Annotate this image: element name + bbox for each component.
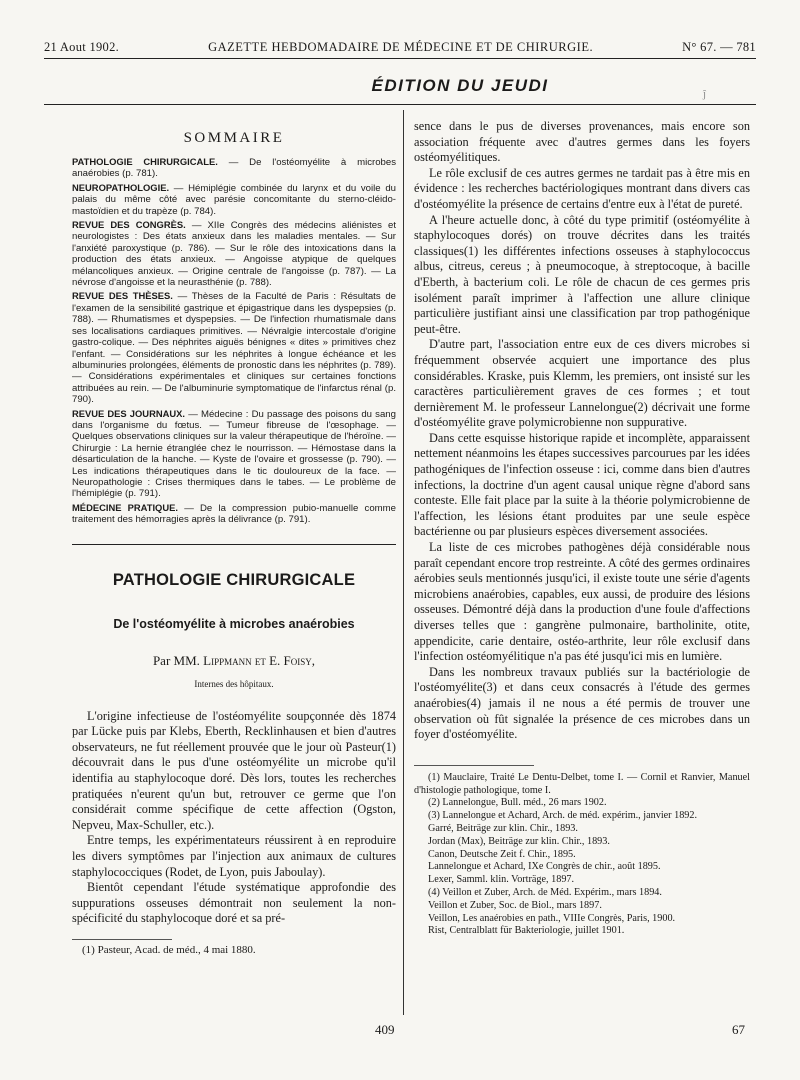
article-title: De l'ostéomyélite à microbes anaérobies — [113, 616, 355, 631]
reference-note: Garré, Beiträge zur klin. Chir., 1893. — [428, 822, 578, 834]
sommaire-heading: NEUROPATHOLOGIE. — [72, 181, 170, 193]
sommaire-heading: REVUE DES JOURNAUX. — [72, 407, 186, 419]
sommaire-entry — [72, 502, 396, 526]
body-paragraph: Dans cette esquisse historique rapide et incomplète, apparaissent nettement néanmoins les étapes successives parcourues par les idées pathogéniques de l'infection osseuse : ici, comme dans bien d'autres infections, la doctrine d'un agent causal unique règne d'abord sans conteste. Elle fait place par la suite à la théorie polymicrobienne de l'affection, les lésions étant produites par une seule espèce bactérienne ou par plusieurs espèces diversement associées. — [414, 430, 750, 539]
sommaire-entry — [72, 156, 396, 180]
sommaire-heading: REVUE DES THÈSES. — [72, 290, 173, 302]
right-column — [414, 119, 750, 938]
sommaire-heading: REVUE DES CONGRÈS. — [72, 219, 186, 231]
notes-rule — [414, 765, 534, 766]
edition-mark: ĵ — [703, 88, 707, 100]
journal-title: GAZETTE HEBDOMADAIRE DE MÉDECINE ET DE CHIRURGIE. — [208, 40, 594, 54]
body-paragraph: Bientôt cependant l'étude systématique approfondie des suppurations osseuses démontrait non seulement la non-spécificité du staphylocoque doré et sa pré- — [72, 880, 396, 926]
reference-note: (2) Lannelongue, Bull. méd., 26 mars 1902. — [428, 797, 607, 809]
sommaire-text: — De la compression pubio-manuelle comme traitement des hémorragies après la délivrance (p. 791). — [72, 502, 396, 526]
edition-rule — [44, 104, 756, 105]
column-divider — [403, 110, 404, 1015]
footnote: (1) Pasteur, Acad. de méd., 4 mai 1880. — [82, 943, 256, 956]
sommaire-entry — [72, 290, 396, 405]
byline — [72, 653, 396, 669]
body-paragraph: L'origine infectieuse de l'ostéomyélite soupçonnée dès 1874 par Lücke puis par Klebs, Eberth, Recklinhausen et bien d'autres observateurs, ne fut réellement prouvée que le jour où Pasteur(1) découvrait dans le pus d'une ostéomyélite un microbe qu'il identifia au staphylocoque doré. Dès lors, toutes les recherches pratiquées n'eurent qu'un but, retrouver ce germe que l'on considérait comme spécifique de cette affection (Ogston, Nepveu, Max-Schuller, etc.). — [72, 708, 396, 832]
reference-note: Canon, Deutsche Zeit f. Chir., 1895. — [428, 848, 576, 860]
sommaire-entry — [72, 182, 396, 217]
body-paragraph: sence dans le pus de diverses provenances, mais encore son association fréquente avec d'autres germes dans les foyers ostéomyélitiques. — [414, 119, 750, 165]
reference-note: Veillon et Zuber, Soc. de Biol., mars 1897. — [428, 899, 602, 911]
body-paragraph: Entre temps, les expérimentateurs réussirent à en reproduire les divers symptômes par l'injection aux animaux de cultures staphylococciques (Rodet, de Lyon, puis Jaboulay). — [72, 833, 396, 879]
footnote-rule — [72, 939, 172, 940]
affiliation: Internes des hôpitaux. — [194, 678, 274, 689]
running-head — [44, 40, 756, 55]
edition-title: ÉDITION DU JEUDI — [371, 76, 549, 95]
issue-number: N° 67. — 781 — [682, 40, 756, 54]
reference-note: (3) Lannelongue et Achard, Arch. de méd. expérim., janvier 1892. — [428, 810, 698, 822]
byline-prefix: Par MM. — [152, 652, 204, 668]
body-paragraph: D'autre part, l'association entre eux de ces divers microbes si fréquemment observée acquiert une importance des plus considérables. Kraske, puis Klemm, les premiers, ont insisté sur les caractères particulièrement graves de ces formes ; et tout dernièrement M. le professeur Lannelongue(2) décrivait une forme d'ostéomyélite grave polymicrobienne non suppurative. — [414, 337, 750, 430]
header-rule — [44, 58, 756, 59]
left-column — [72, 110, 396, 957]
reference-note: Lexer, Samml. klin. Vorträge, 1897. — [428, 874, 575, 886]
reference-note: (1) Mauclaire, Traité Le Dentu-Delbet, tome I. — Cornil et Ranvier, Manuel d'histologie pathologique, tome I. — [414, 771, 750, 796]
authors: Lippmann et E. Foisy, — [203, 652, 316, 668]
issue-date: 21 Aout 1902. — [44, 40, 120, 54]
sommaire-text: — XIIe Congrès des médecins aliénistes et neurologistes : Des états anxieux dans les maladies mentales. — Sur l'anxiété paroxystique (p. 786). — Sur le rôle des intoxications dans la production des états anxieux. — Angoisse atypique de quelques mélancoliques anxieux. — Origine centrale de l'angoisse (p. 787). — La névrose d'angoisse et la neurasthénie (p. 788). — [72, 220, 396, 289]
page-numbers — [375, 1022, 745, 1038]
sommaire-text: — Hémiplégie combinée du larynx et du voile du palais du même côté avec parésie concomitante du sterno-cléido-mastoïdien et du trapèze (p. 784). — [72, 182, 396, 217]
page-number-left: 409 — [375, 1022, 395, 1037]
reference-note: (4) Veillon et Zuber, Arch. de Méd. Expérim., mars 1894. — [428, 886, 662, 898]
body-paragraph: A l'heure actuelle donc, à côté du type primitif (ostéomyélite à staphylocoques dorés) on trouve décrites dans les traités classiques(1) les différentes infections osseuses à staphylococcus albus, citreus, cereus ; à pneumocoque, à streptocoque, à bacille d'Eberth, à bacterium coli. Le rôle de chacun de ces germes pris isolément paraît imprimer à l'affection une allure clinique particulière justifiant ainsi une classification par trop pathogénique peut-être. — [414, 212, 750, 336]
body-paragraph: La liste de ces microbes pathogènes déjà considérable nous paraît cependant encore trop restreinte. A côté des germes ordinaires aérobies seuls mentionnés jusqu'ici, il existe toute une série d'agents microbiens anaérobies, capables, eux aussi, de produire des lésions osseuses. Démontré déjà dans la production d'une foule d'affections diverses telles que : gangrène pulmonaire, bartholinite, otite, appendicite, carie dentaire, ostéo-arthrite, leur rôle exclusif dans l'infection ostéomyélitique n'a pas été jusqu'ici mis en lumière. — [414, 540, 750, 664]
section-title: PATHOLOGIE CHIRURGICALE — [112, 570, 356, 589]
sommaire-entry — [72, 219, 396, 288]
sommaire-rule — [72, 544, 396, 545]
body-paragraph: Dans les nombreux travaux publiés sur la bactériologie de l'ostéomyélite(3) et dans ceux consacrés à l'étude des germes anaérobies(4) jamais il ne nous a été permis de trouver une observation où fût signalée la présence de ces microbes dans un foyer d'ostéomyélite. — [414, 664, 750, 742]
reference-note: Rist, Centralblatt für Bakteriologie, juillet 1901. — [428, 925, 625, 937]
sommaire-title: SOMMAIRE — [183, 130, 285, 146]
sommaire-entry — [72, 408, 396, 500]
sommaire-text: — Médecine : Du passage des poisons du sang dans l'organisme du fœtus. — Tumeur fibreuse de l'œsophage. — Quelques observations cliniques sur la valeur thérapeutique de l'héroïne. — Chirurgie : La hernie étranglée chez le nourrisson. — Hémostase dans la désarticulation de la hanche. — Kyste de l'ovaire et grossesse (p. 790). — Les indications thérapeutiques dans le tic douloureux de la face. — Neuropathologie : Crises thermiques dans le tabes. — Le problème de l'hémiplégie (p. 791). — [72, 408, 396, 500]
sommaire-heading: PATHOLOGIE CHIRURGICALE. — [72, 156, 218, 167]
sommaire-text: — Thèses de la Faculté de Paris : Résultats de l'examen de la sensibilité gastrique et épigastrique dans les dyspepsies (p. 788). — Rhumatismes et dyspepsies. — De l'infection rhumatismale dans ses localisations cardiaques primitives. — Névralgie intercostale d'origine gastro-colique. — Des néphrites aiguës bénignes « dites » primitives chez l'enfant. — Considérations sur les néphrites à longue échéance et les albuminuries prolongées, éléments de pronostic dans les néphrites (p. 789). — Considérations expérimentales et cliniques sur certaines fonctions attribuées au rein. — De l'albuminurie symptomatique de l'infarctus rénal (p. 790). — [72, 291, 396, 406]
page-number-right: 67 — [732, 1022, 745, 1037]
body-paragraph: Le rôle exclusif de ces autres germes ne tardait pas à être mis en évidence : les recherches bactériologiques montrant dans divers cas d'ostéomyélite la présence de certains d'entre eux à l'état de pureté. — [414, 165, 750, 211]
sommaire-text: — De l'ostéomyélite à microbes anaérobies (p. 781). — [72, 157, 397, 180]
sommaire-heading: MÉDECINE PRATIQUE. — [72, 501, 178, 513]
reference-note: Jordan (Max), Beiträge zur klin. Chir., 1893. — [428, 835, 610, 847]
reference-note: Lannelongue et Achard, IXe Congrès de chir., août 1895. — [428, 861, 661, 873]
reference-note: Veillon, Les anaérobies en path., VIIIe Congrès, Paris, 1900. — [428, 912, 676, 924]
